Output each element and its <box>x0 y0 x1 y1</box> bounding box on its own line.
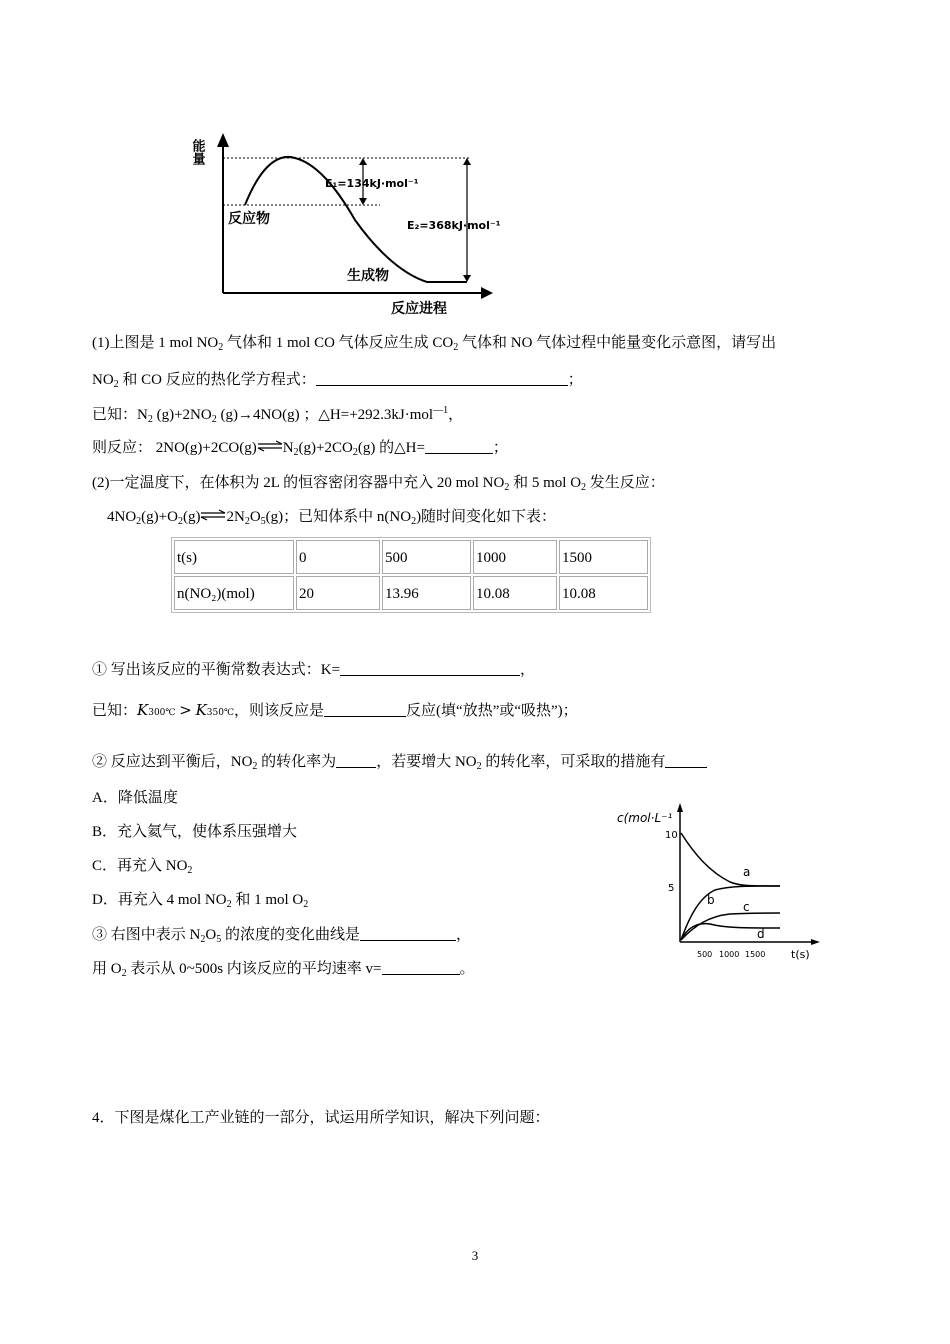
q2-part3: ③ 右图中表示 $N_2O_5$ 的浓度的变化曲线是 ， <box>92 927 471 945</box>
answer-blank-k[interactable] <box>340 661 520 676</box>
equilibrium-arrow-2 <box>200 509 226 521</box>
option-d: D．再充入 4 mol $NO_2$ 和 1 mol $O_2$ <box>92 892 309 910</box>
q2-part1-known: 已知：K300℃ > K350℃，则该反应是 反应(填“放热”或“吸热”)； <box>92 701 578 719</box>
answer-blank-rate[interactable] <box>382 960 460 975</box>
table-cell: 1500 <box>559 540 648 574</box>
table-cell: 1000 <box>473 540 557 574</box>
xtick-500: 500 <box>697 950 713 959</box>
table-row <box>174 540 648 574</box>
conc-y-arrow <box>677 803 683 812</box>
table-cell: 0 <box>296 540 380 574</box>
no2-table <box>171 537 651 613</box>
product-label: 生成物 <box>347 268 389 284</box>
e1-arrow-head-top <box>359 158 367 165</box>
option-c: C．再充入 $NO_2$ <box>92 858 193 876</box>
xtick-1000: 1000 <box>719 950 740 959</box>
energy-diagram <box>189 125 535 320</box>
table-row <box>174 576 648 610</box>
concentration-chart <box>615 800 845 965</box>
q2-part1: ① 写出该反应的平衡常数表达式：K= ， <box>92 662 536 678</box>
answer-blank-dh[interactable] <box>425 439 493 454</box>
page-number: 3 <box>471 1248 479 1263</box>
curve-label-a: a <box>743 865 751 879</box>
curve-label-b: b <box>707 893 715 907</box>
energy-ylabel: 能量 <box>189 139 205 165</box>
conc-xlabel: t(s) <box>791 948 810 961</box>
answer-blank-conversion[interactable] <box>336 753 376 768</box>
answer-blank-thermo[interactable] <box>316 371 568 386</box>
e2-label: E₂=368kJ·mol⁻¹ <box>407 219 501 232</box>
curve-a <box>681 833 780 886</box>
answer-blank-curve[interactable] <box>360 926 456 941</box>
curve-label-c: c <box>743 900 750 914</box>
curve-label-d: d <box>757 927 765 941</box>
equilibrium-arrow <box>257 440 283 452</box>
table-cell: 13.96 <box>382 576 471 610</box>
e1-arrow-head-bottom <box>359 198 367 205</box>
answer-blank-measure[interactable] <box>665 753 707 768</box>
q2-intro: (2)一定温度下，在体积为 2L 的恒容密闭容器中充入 20 mol $NO_2$ 和 5 mol $O_2$ 发生反应： <box>92 475 665 493</box>
reaction-progress-label: 反应进程 <box>391 301 447 317</box>
reactant-label: 反应物 <box>228 211 270 227</box>
q2-part2: ② 反应达到平衡后，$NO_2$ 的转化率为 ，若要增大 $NO_2$ 的转化率，可采取的措施有 <box>92 752 707 772</box>
x-axis-arrow <box>481 287 493 299</box>
e2-arrow-head-top <box>463 158 471 165</box>
answer-blank-heat[interactable] <box>324 702 406 717</box>
e1-label: E₁=134kJ·mol⁻¹ <box>325 177 419 190</box>
k350-symbol: K350℃ <box>195 701 235 719</box>
table-cell: 500 <box>382 540 471 574</box>
q2-reaction: $4NO_2(g)+O_2(g)$ $2N_2O_5(g)$；已知体系中 $n(NO_2)$随时间变化如下表： <box>107 509 557 527</box>
table-cell: 10.08 <box>559 576 648 610</box>
y-axis-arrow <box>217 133 229 147</box>
q4-text: 4．下图是煤化工产业链的一部分，试运用所学知识，解决下列问题： <box>92 1110 550 1126</box>
ytick-5: 5 <box>668 883 675 894</box>
ytick-10: 10 <box>665 830 678 841</box>
q1-line2: $NO_2$ 和 CO 反应的热化学方程式： ； <box>92 372 583 390</box>
table-cell: t(s) <box>174 540 294 574</box>
q2-part3-rate: 用 $O_2$ 表示从 0~500s 内该反应的平均速率 v= 。 <box>92 961 475 979</box>
option-a: A．降低温度 <box>92 790 178 806</box>
q1-then: 则反应： 2NO(g)+2CO(g) $N_2(g)+2CO_2(g)$ 的△H= ； <box>92 440 508 458</box>
conc-x-arrow <box>811 939 820 945</box>
table-cell: 10.08 <box>473 576 557 610</box>
table-cell: n(NO₂)(mol) <box>174 576 294 610</box>
q1-known: 已知：$N_2$ $(g)+2NO_2$ (g)→4NO(g) ；△H=+292.3kJ·mol$^{—1}$， <box>92 405 464 425</box>
table-cell: 20 <box>296 576 380 610</box>
xtick-1500: 1500 <box>745 950 766 959</box>
k300-symbol: K300℃ <box>137 701 176 719</box>
conc-ylabel: c(mol·L⁻¹ <box>617 811 673 825</box>
option-b: B．充入氦气，使体系压强增大 <box>92 824 298 840</box>
q1-line1: (1)上图是 1 mol $NO_2$ 气体和 1 mol CO 气体反应生成 $CO_2$ 气体和 NO 气体过程中能量变化示意图，请写出 <box>92 335 777 353</box>
e2-arrow-head-bottom <box>463 275 471 282</box>
